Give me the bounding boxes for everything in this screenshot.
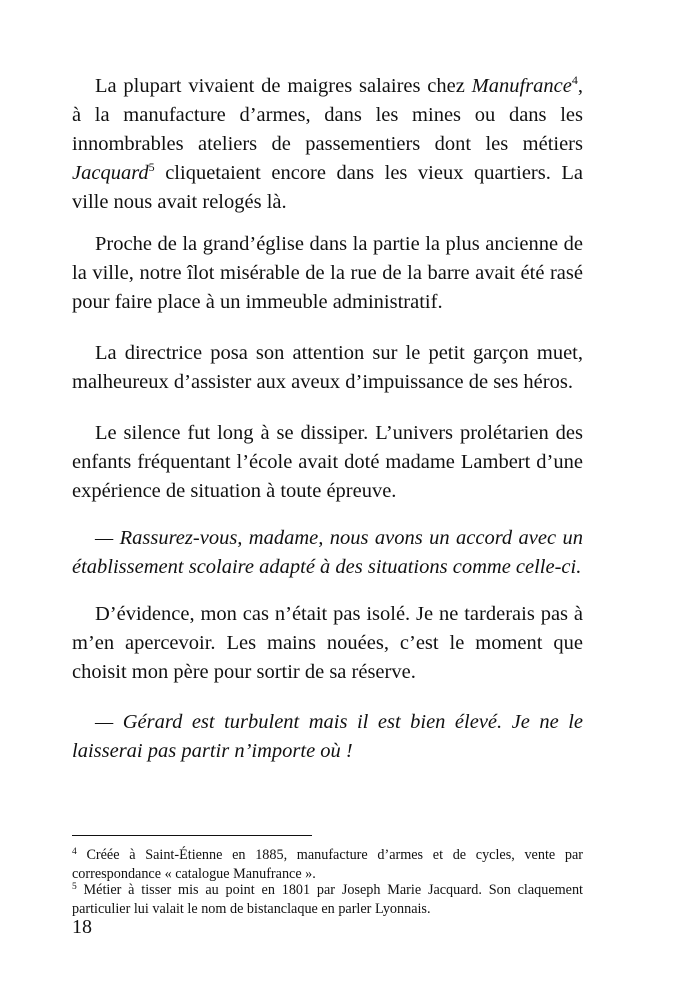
footnote-ref-5: 5 — [148, 160, 155, 174]
paragraph-workers-text-a: La plupart vivaient de maigres salaires chez — [95, 75, 472, 97]
paragraph-director: La directrice posa son attention sur le petit garçon muet, malheureux d’assister aux aveux d’impuissance de ses héros. — [72, 342, 583, 393]
dialog-gerard: — Gérard est turbulent mais il est bien élevé. Je ne le laisserai pas partir n’importe où ! — [72, 711, 583, 762]
paragraph-church: Proche de la grand’église dans la partie la plus ancienne de la ville, notre îlot misérable de la rue de la barre avait été rasé pour faire place à un immeuble administratif. — [72, 233, 583, 313]
footnote-4-number: 4 — [72, 847, 77, 857]
jacquard-term: Jacquard — [72, 162, 149, 184]
footnote-5 — [72, 881, 583, 918]
footnote-4 — [72, 846, 583, 883]
footnote-divider — [72, 835, 312, 836]
paragraph-workers-text-b: , à la manufacture d’armes, dans les mines ou dans les innombrables ateliers de passementiers dont les métiers — [72, 75, 583, 155]
footnote-5-text: Métier à tisser mis au point en 1801 par Joseph Marie Jacquard. Son claquement particulier lui valait le nom de bistanclaque en parler Lyonnais. — [72, 882, 583, 917]
manufrance-term: Manufrance — [471, 75, 572, 97]
footnote-4-text: Créée à Saint-Étienne en 1885, manufacture d’armes et de cycles, vente par correspondance « catalogue Manufrance ». — [72, 847, 583, 882]
paragraph-workers-text-c: cliquetaient encore dans les vieux quartiers. La ville nous avait relogés là. — [72, 162, 583, 213]
paragraph-silence: Le silence fut long à se dissiper. L’univers prolétarien des enfants fréquentant l’école avait doté madame Lambert d’une expérience de situation à toute épreuve. — [72, 422, 583, 502]
page-number: 18 — [72, 916, 92, 938]
dialog-reassure: — Rassurez-vous, madame, nous avons un accord avec un établissement scolaire adapté à des situations comme celle-ci. — [72, 527, 583, 578]
footnote-ref-4: 4 — [571, 73, 578, 87]
footnote-5-number: 5 — [72, 882, 77, 892]
paragraph-evidence: D’évidence, mon cas n’était pas isolé. Je ne tarderais pas à m’en apercevoir. Les mains nouées, c’est le moment que choisit mon père pour sortir de sa réserve. — [72, 603, 583, 683]
paragraph-workers — [72, 72, 583, 217]
